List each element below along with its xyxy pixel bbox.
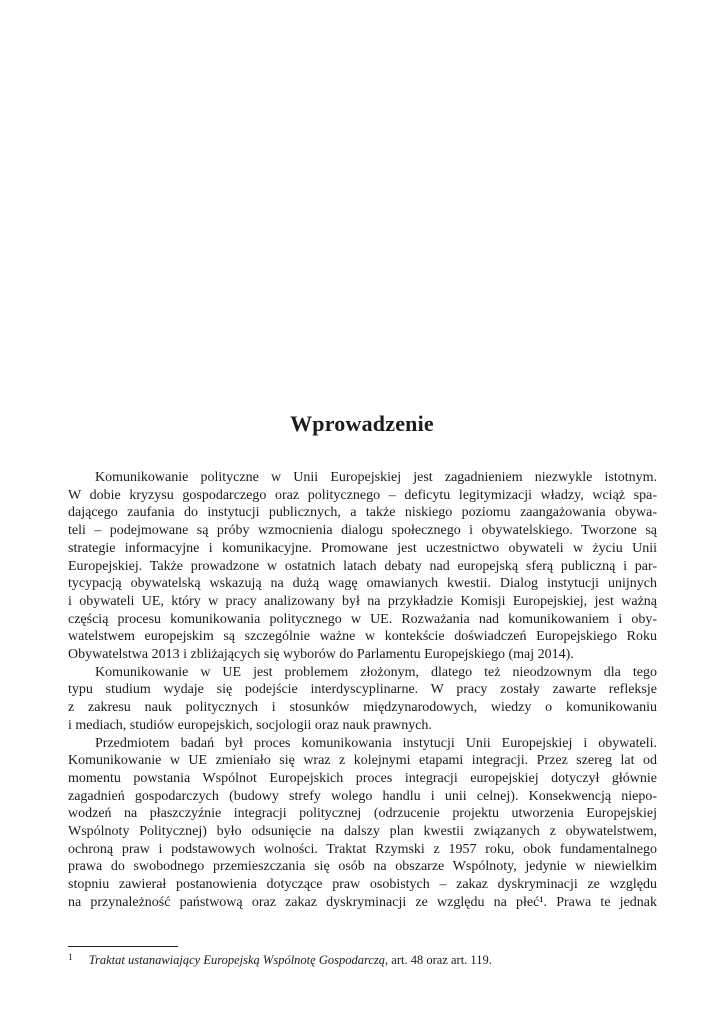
text-line: teli – podejmowane są próby wzmocnienia dialogu społecznego i obywatelskiego. Tworzone są: [68, 523, 657, 539]
text-line: Komunikowanie w UE zmieniało się wraz z kolejnymi etapami integracji. Przez szereg lat od: [68, 753, 657, 769]
text-line: stopniu zawierał postanowienia dotyczące praw osobistych – zakaz dyskryminacji ze względu: [68, 877, 657, 893]
text-line: częścią procesu komunikowania politycznego w UE. Rozważania nad komunikowaniem i oby-: [68, 611, 657, 627]
text-line: W dobie kryzysu gospodarczego oraz politycznego – deficytu legitymizacji władzy, wciąż spa-: [68, 487, 657, 503]
text-line: typu studium wydaje się podejście interdyscyplinarne. W pracy zostały zawarte refleksje: [68, 682, 657, 698]
text-line: z zakresu nauk politycznych i stosunków międzynarodowych, wiedzy o komunikowaniu: [68, 700, 657, 716]
text-line: tycypacją obywatelską wskazują na dużą wagę omawianych kwestii. Dialog instytucji unijnych: [68, 576, 657, 592]
text-line: i mediach, studiów europejskich, socjologii oraz nauk prawnych.: [68, 717, 432, 733]
body-text: [68, 469, 657, 912]
text-line: prawa do swobodnego przemieszczania się osób na obszarze Wspólnoty, jedynie w niewielkim: [68, 859, 657, 875]
text-line: Przedmiotem badań był proces komunikowania instytucji Unii Europejskiej i obywateli.: [95, 735, 657, 751]
text-line: zagadnień gospodarczych (budowy strefy wolego handlu i unii celnej). Konsekwencją niepo-: [68, 788, 657, 804]
footnote-divider: [68, 946, 178, 947]
text-line: Komunikowanie polityczne w Unii Europejskiej jest zagadnieniem niezwykle istotnym.: [95, 470, 657, 485]
footnote-text: [68, 951, 657, 969]
page-title: Wprowadzenie: [290, 411, 434, 436]
text-line: dającego zaufania do instytucji publicznych, a także niskiego poziomu zaangażowania obywa-: [68, 505, 657, 521]
text-line: i obywateli UE, który w pracy analizowany był na przykładzie Komisji Europejskiej, jest ważną: [68, 593, 657, 609]
footnote-marker: 1: [68, 953, 73, 963]
text-line: Europejskiej. Także prowadzone w ostatnich latach debaty nad europejską sferą publiczną i par-: [68, 558, 657, 574]
text-line: momentu powstania Wspólnot Europejskich proces integracji europejskiej dotyczył głównie: [68, 770, 657, 786]
text-line: Wspólnoty Politycznej) było odsunięcie na dalszy plan kwestii związanych z obywatelstwem,: [68, 824, 657, 840]
footnote-source-ref: , art. 48 oraz art. 119.: [385, 953, 492, 967]
footnote: [68, 946, 657, 969]
text-line: wodzeń na płaszczyźnie integracji politycznej (odrzucenie projektu utworzenia Europejskiej: [68, 806, 657, 822]
text-line: Obywatelstwa 2013 i zbliżających się wyborów do Parlamentu Europejskiego (maj 2014).: [68, 647, 574, 663]
text-line: strategie informacyjne i komunikacyjne. Promowane jest uczestnictwo obywateli w życiu Unii: [68, 540, 657, 556]
text-line: na przynależność państwową oraz zakaz dyskryminacji ze względu na płeć¹. Prawa te jednak: [68, 894, 657, 910]
text-line: ochroną praw i podstawowych wolności. Traktat Rzymski z 1957 roku, obok fundamentalnego: [68, 841, 657, 857]
text-line: Komunikowanie w UE jest problemem złożonym, dlatego też nieodzownym dla tego: [95, 664, 657, 680]
footnote-source-title: Traktat ustanawiający Europejską Wspólnotę Gospodarczą: [88, 953, 386, 967]
text-line: watelstwem europejskim są szczególnie ważne w kontekście doświadczeń Europejskiego Roku: [68, 629, 657, 645]
